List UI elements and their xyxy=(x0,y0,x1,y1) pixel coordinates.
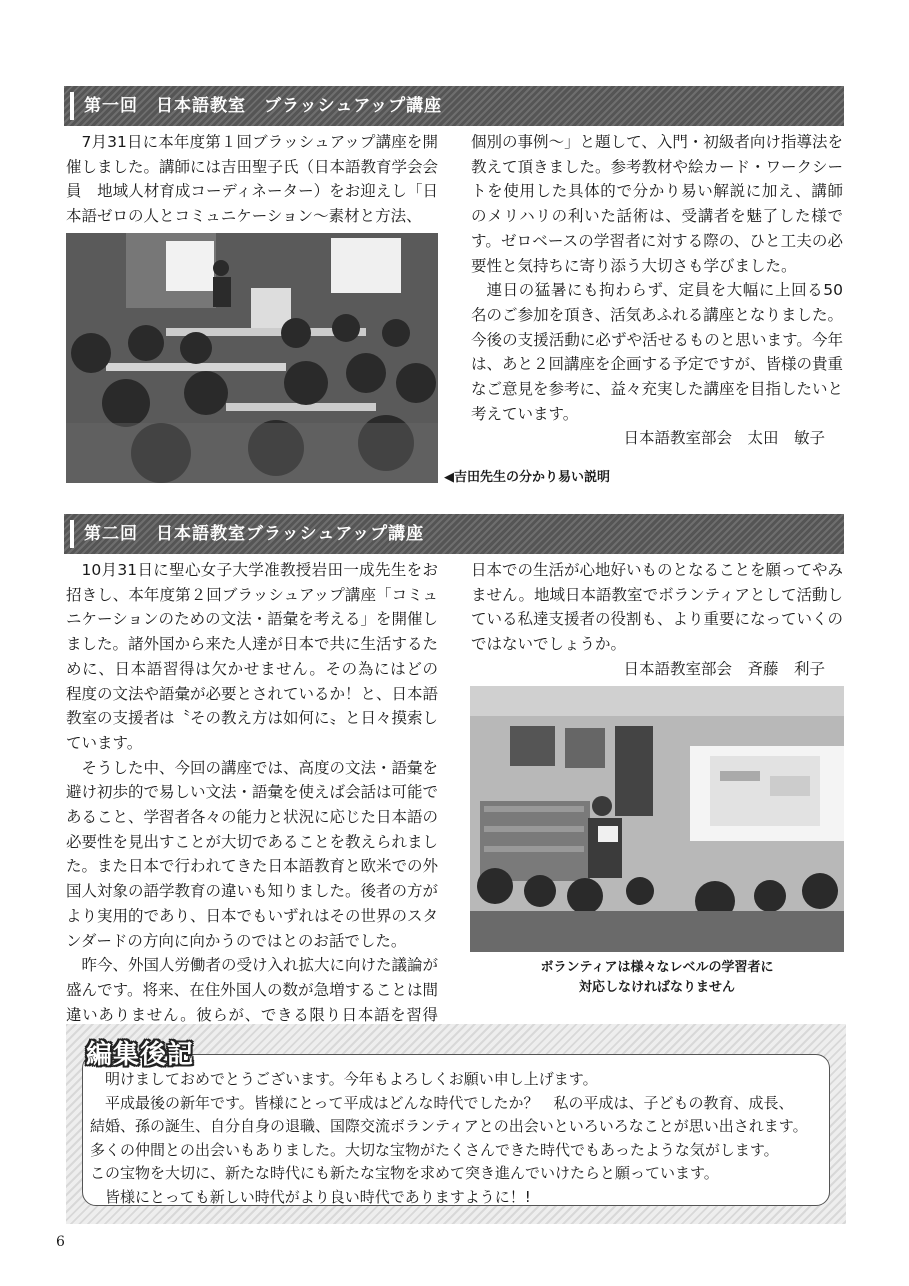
editor-postscript-text xyxy=(90,1068,830,1209)
editor-line: 明けましておめでとうございます。今年もよろしくお願い申し上げます。 xyxy=(90,1070,598,1088)
editor-postscript-title: 編集後記 xyxy=(86,1040,195,1070)
editor-line: 平成最後の新年です。皆様にとって平成はどんな時代でしたか？ 私の平成は、子どもの教育、成長、 xyxy=(90,1093,794,1112)
page-number: 6 xyxy=(56,1234,65,1250)
section2-photo-caption-line-2: 対応しなければなりません xyxy=(578,980,735,995)
section1-left-text: 7月31日に本年度第１回ブラッシュアップ講座を開催しました。講師には吉田聖子氏（日本語教育学会会員 地域人材育成コーディネーター）をお迎えし「日本語ゼロの人とコミュニケーション〜素材と方法、 xyxy=(66,133,439,226)
section2-photo-caption xyxy=(470,958,844,998)
editor-postscript-box xyxy=(66,1024,846,1224)
editor-line: 多くの仲間との出会いもありました。大切な宝物がたくさんできた時代でもあったような気がします。 xyxy=(90,1140,779,1159)
section2-signature: 日本語教室部会 斉藤 利子 xyxy=(623,659,825,678)
section2-right-text: 日本での生活が心地好いものとなることを願ってやみません。地域日本語教室でボランティアとして活動している私達支援者の役割も、より重要になっていくのではないでしょうか。 xyxy=(471,561,844,654)
heading-bar xyxy=(70,520,74,548)
section1-left-column xyxy=(66,130,438,229)
section2-left-paragraph-2: そうした中、今回の講座では、高度の文法・語彙を避け初歩的で易しい文法・語彙を使えば会話は可能であること、学習者各々の能力と状況に応じた日本語の必要性を見出すことが大切であることを教えられました。また日本で行われてきた日本語教育と欧米での外国人対象の語学教育の違いも知りました。後者の方がより実用的であり、日本でもいずれはその世界のスタンダードの方向に向かうのではとのお話でした。 xyxy=(66,758,439,950)
editor-line: この宝物を大切に、新たな時代にも新たな宝物を求めて突き進んでいけたらと願っています。 xyxy=(90,1164,719,1182)
section2-photo xyxy=(470,686,844,952)
section1-photo xyxy=(66,233,438,483)
section2-photo-caption-line-1: ボランティアは様々なレベルの学習者に xyxy=(540,960,774,975)
section1-signature: 日本語教室部会 太田 敏子 xyxy=(623,429,825,448)
editor-line: 結婚、孫の誕生、自分自身の退職、国際交流ボランティアとの出会いといろいろなことが思い出されます。 xyxy=(90,1117,808,1135)
section2-heading-banner xyxy=(64,514,844,554)
section2-right-column xyxy=(471,558,843,682)
heading-bar xyxy=(70,92,74,120)
section2-left-paragraph-1: 10月31日に聖心女子大学准教授岩田一成先生をお招きし、本年度第２回ブラッシュアップ講座「コミュニケーションのための文法・語彙を考える」を開催しました。諸外国から来た人達が日本で共に生活するために、日本語習得は欠かせません。その為にはどの程度の文法や語彙が必要とされているか！と、日本語教室の支援者は〝その教え方は如何に〟と日々摸索しています。 xyxy=(66,561,439,752)
section1-heading: 第一回 日本語教室 ブラッシュアップ講座 xyxy=(84,96,443,116)
section2-left-column xyxy=(66,558,438,1052)
section1-heading-banner xyxy=(64,86,844,126)
editor-line: 皆様にとっても新しい時代がより良い時代でありますように！! xyxy=(90,1187,531,1206)
section2-heading: 第二回 日本語教室ブラッシュアップ講座 xyxy=(84,524,425,544)
section1-photo-caption: ◀吉田先生の分かり易い説明 xyxy=(444,470,610,485)
section1-right-paragraph-1: 個別の事例〜」と題して、入門・初級者向け指導法を教えて頂きました。参考教材や絵カード・ワークシートを使用した具体的で分かり易い解説に加え、講師のメリハリの利いた話術は、受講者を魅了した様です。ゼロベースの学習者に対する際の、ひと工夫の必要性と気持ちに寄り添う大切さも学びました。 xyxy=(471,133,844,275)
section1-right-paragraph-2: 連日の猛暑にも拘わらず、定員を大幅に上回る50名のご参加を頂き、活気あふれる講座となりました。今後の支援活動に必ずや活せるものと思います。今年は、あと２回講座を企画する予定ですが、皆様の貴重なご意見を参考に、益々充実した講座を目指したいと考えています。 xyxy=(471,281,844,423)
section2-left-paragraph-3: 昨今、外国人労働者の受け入れ拡大に向けた議論が盛んです。将来、在住外国人の数が急増することは間違いありません。彼らが、できる限り日本語を習得 xyxy=(66,956,439,1024)
section1-right-column xyxy=(471,130,843,451)
